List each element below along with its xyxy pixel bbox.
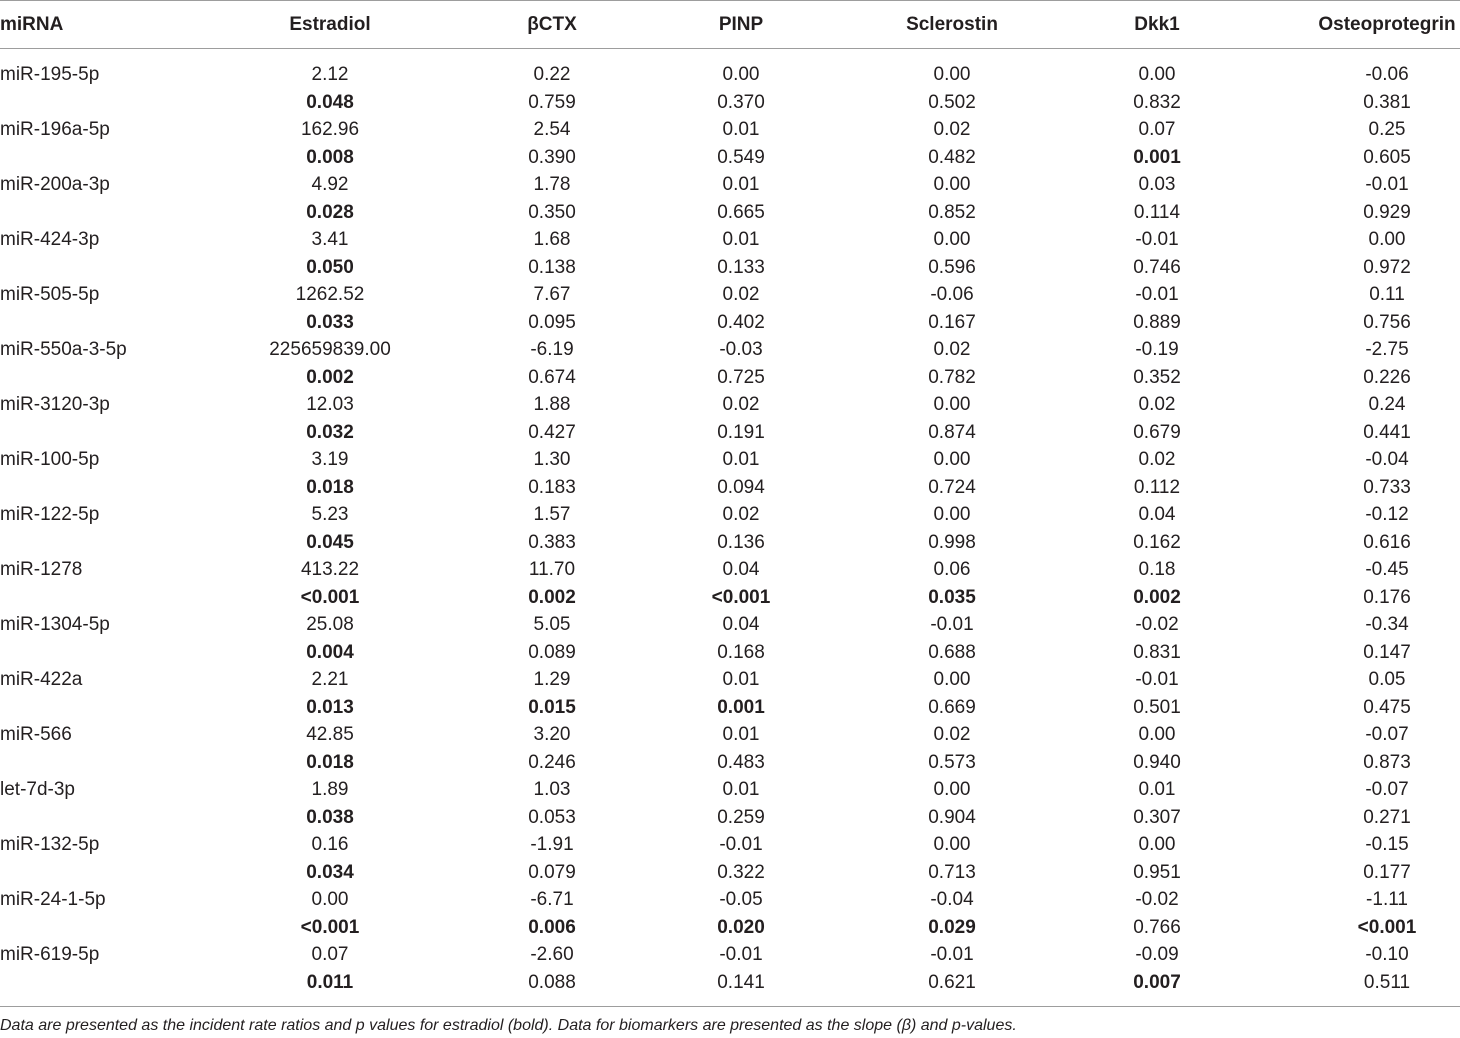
beta-value-cell: -0.01 [1135, 284, 1179, 305]
p-value-cell: 0.045 [306, 531, 354, 553]
beta-value-cell: 0.03 [1138, 174, 1176, 195]
beta-value-cell: 1262.52 [295, 284, 365, 305]
p-value-cell: 0.483 [717, 751, 765, 773]
beta-value-cell: 0.25 [1368, 119, 1406, 140]
beta-value-cell: 11.70 [528, 559, 576, 580]
p-value-cell: 0.724 [928, 476, 976, 498]
p-value-cell: 0.004 [306, 641, 354, 663]
p-value-cell: 0.427 [528, 421, 576, 443]
beta-value-cell: 0.05 [1368, 669, 1406, 690]
beta-value-cell: -0.01 [1135, 669, 1179, 690]
p-value-cell: 0.501 [1133, 696, 1181, 718]
p-value-cell: 0.018 [306, 751, 354, 773]
beta-value-cell: -0.19 [1135, 339, 1179, 360]
p-value-cell: 0.679 [1133, 421, 1181, 443]
p-value-cell: 0.168 [717, 641, 765, 663]
p-value-cell: 0.616 [1363, 531, 1411, 553]
column-header-estradiol: Estradiol [289, 14, 371, 35]
p-value-cell: 0.713 [928, 861, 976, 883]
beta-value-cell: -0.06 [1365, 64, 1409, 85]
p-value-cell: 0.756 [1363, 311, 1411, 333]
p-value-cell: 0.605 [1363, 146, 1411, 168]
beta-value-cell: 0.18 [1138, 559, 1176, 580]
p-value-cell: 0.035 [928, 586, 976, 608]
beta-value-cell: 0.00 [1368, 229, 1406, 250]
beta-value-cell: -0.09 [1135, 944, 1179, 965]
p-value-cell: 0.482 [928, 146, 976, 168]
beta-value-cell: 0.00 [933, 504, 971, 525]
beta-value-cell: -0.01 [930, 614, 974, 635]
beta-value-cell: -0.04 [930, 889, 974, 910]
beta-value-cell: 1.88 [533, 394, 571, 415]
beta-value-cell: 1.29 [533, 669, 571, 690]
beta-value-cell: -2.75 [1365, 339, 1409, 360]
beta-value-cell: -0.01 [930, 944, 974, 965]
beta-value-cell: 0.02 [1138, 449, 1176, 470]
p-value-cell: 0.029 [928, 916, 976, 938]
p-value-cell: 0.688 [928, 641, 976, 663]
beta-value-cell: 0.02 [933, 119, 971, 140]
p-value-cell: 0.007 [1133, 971, 1181, 993]
p-value-cell: 0.018 [306, 476, 354, 498]
beta-value-cell: 0.00 [933, 174, 971, 195]
p-value-cell: 0.383 [528, 531, 576, 553]
beta-value-cell: 1.57 [533, 504, 571, 525]
beta-value-cell: 0.24 [1368, 394, 1406, 415]
p-value-cell: 0.390 [528, 146, 576, 168]
p-value-cell: 0.402 [717, 311, 765, 333]
table-footnote: Data are presented as the incident rate ratios and p values for estradiol (bold). Data for biomarkers are presented as the slope (β) and p-values. [0, 1017, 1017, 1034]
row-label: miR-619-5p [0, 944, 100, 965]
p-value-cell: 0.028 [306, 201, 354, 223]
p-value-cell: 0.352 [1133, 366, 1181, 388]
beta-value-cell: 25.08 [306, 614, 354, 635]
beta-value-cell: -0.01 [1365, 174, 1409, 195]
column-header-sclerostin: Sclerostin [906, 14, 998, 35]
beta-value-cell: 0.07 [1138, 119, 1176, 140]
beta-value-cell: 0.02 [933, 724, 971, 745]
beta-value-cell: 0.00 [933, 449, 971, 470]
p-value-cell: 0.191 [717, 421, 765, 443]
p-value-cell: 0.502 [928, 91, 976, 113]
p-value-cell: 0.475 [1363, 696, 1411, 718]
p-value-cell: 0.766 [1133, 916, 1181, 938]
beta-value-cell: 2.21 [311, 669, 349, 690]
p-value-cell: 0.725 [717, 366, 765, 388]
beta-value-cell: 0.04 [722, 614, 760, 635]
p-value-cell: 0.008 [306, 146, 354, 168]
beta-value-cell: 0.00 [311, 889, 349, 910]
p-value-cell: 0.322 [717, 861, 765, 883]
p-value-cell: 0.112 [1133, 476, 1181, 498]
p-value-cell: 0.621 [928, 971, 976, 993]
p-value-cell: 0.079 [528, 861, 576, 883]
beta-value-cell: 5.05 [533, 614, 571, 635]
beta-value-cell: 162.96 [300, 119, 360, 140]
p-value-cell: 0.011 [306, 971, 354, 993]
beta-value-cell: -0.02 [1135, 614, 1179, 635]
beta-value-cell: 1.03 [533, 779, 571, 800]
p-value-cell: <0.001 [300, 916, 360, 938]
p-value-cell: 0.782 [928, 366, 976, 388]
p-value-cell: 0.002 [1133, 586, 1181, 608]
beta-value-cell: -0.06 [930, 284, 974, 305]
beta-value-cell: 0.02 [1138, 394, 1176, 415]
p-value-cell: 0.088 [528, 971, 576, 993]
p-value-cell: 0.951 [1133, 861, 1181, 883]
beta-value-cell: 0.00 [933, 394, 971, 415]
p-value-cell: 0.226 [1363, 366, 1411, 388]
p-value-cell: 0.006 [528, 916, 576, 938]
beta-value-cell: 0.01 [722, 669, 760, 690]
p-value-cell: 0.441 [1363, 421, 1411, 443]
table-bottom-rule [0, 1006, 1460, 1007]
beta-value-cell: 0.00 [1138, 834, 1176, 855]
beta-value-cell: -6.19 [530, 339, 574, 360]
beta-value-cell: 0.16 [311, 834, 349, 855]
p-value-cell: 0.832 [1133, 91, 1181, 113]
p-value-cell: 0.998 [928, 531, 976, 553]
p-value-cell: 0.094 [717, 476, 765, 498]
beta-value-cell: 3.41 [311, 229, 349, 250]
row-label: miR-550a-3-5p [0, 339, 127, 360]
p-value-cell: 0.904 [928, 806, 976, 828]
beta-value-cell: -0.15 [1365, 834, 1409, 855]
beta-value-cell: 0.01 [722, 724, 760, 745]
p-value-cell: 0.013 [306, 696, 354, 718]
p-value-cell: 0.733 [1363, 476, 1411, 498]
p-value-cell: 0.370 [717, 91, 765, 113]
p-value-cell: 0.015 [528, 696, 576, 718]
row-label: miR-424-3p [0, 229, 100, 250]
p-value-cell: 0.167 [928, 311, 976, 333]
beta-value-cell: 0.02 [722, 504, 760, 525]
row-label: miR-1278 [0, 559, 83, 580]
row-label: miR-122-5p [0, 504, 100, 525]
p-value-cell: 0.746 [1133, 256, 1181, 278]
p-value-cell: 0.176 [1363, 586, 1411, 608]
beta-value-cell: 0.04 [1138, 504, 1176, 525]
row-label: miR-505-5p [0, 284, 100, 305]
column-header-ctx: βCTX [527, 14, 577, 35]
p-value-cell: 0.033 [306, 311, 354, 333]
p-value-cell: 0.133 [717, 256, 765, 278]
beta-value-cell: 413.22 [300, 559, 360, 580]
beta-value-cell: 12.03 [306, 394, 354, 415]
beta-value-cell: 2.12 [311, 64, 349, 85]
column-header-dkk1: Dkk1 [1134, 14, 1180, 35]
p-value-cell: 0.114 [1133, 201, 1181, 223]
beta-value-cell: 0.22 [533, 64, 571, 85]
beta-value-cell: 0.00 [1138, 724, 1176, 745]
p-value-cell: 0.972 [1363, 256, 1411, 278]
p-value-cell: 0.259 [717, 806, 765, 828]
beta-value-cell: -2.60 [530, 944, 574, 965]
beta-value-cell: -0.05 [719, 889, 763, 910]
p-value-cell: <0.001 [300, 586, 360, 608]
beta-value-cell: 0.00 [933, 64, 971, 85]
row-label: miR-24-1-5p [0, 889, 106, 910]
p-value-cell: 0.162 [1133, 531, 1181, 553]
p-value-cell: 0.050 [306, 256, 354, 278]
beta-value-cell: 0.00 [933, 229, 971, 250]
beta-value-cell: -0.01 [719, 944, 763, 965]
p-value-cell: 0.048 [306, 91, 354, 113]
beta-value-cell: 0.11 [1369, 284, 1405, 305]
row-label: miR-566 [0, 724, 72, 745]
beta-value-cell: 0.06 [933, 559, 971, 580]
p-value-cell: 0.183 [528, 476, 576, 498]
row-label: miR-422a [0, 669, 83, 690]
p-value-cell: 0.381 [1363, 91, 1411, 113]
p-value-cell: 0.032 [306, 421, 354, 443]
beta-value-cell: 1.89 [311, 779, 349, 800]
beta-value-cell: 1.78 [533, 174, 571, 195]
p-value-cell: 0.136 [717, 531, 765, 553]
p-value-cell: 0.034 [306, 861, 354, 883]
row-label: miR-132-5p [0, 834, 100, 855]
beta-value-cell: 0.01 [722, 174, 760, 195]
beta-value-cell: -0.34 [1365, 614, 1409, 635]
column-header-osteoprotegrin: Osteoprotegrin [1318, 14, 1456, 35]
beta-value-cell: -0.12 [1365, 504, 1409, 525]
beta-value-cell: 0.02 [933, 339, 971, 360]
p-value-cell: 0.831 [1133, 641, 1181, 663]
beta-value-cell: -0.03 [719, 339, 763, 360]
beta-value-cell: 42.85 [306, 724, 354, 745]
beta-value-cell: 0.02 [722, 394, 760, 415]
p-value-cell: 0.002 [306, 366, 354, 388]
p-value-cell: 0.929 [1363, 201, 1411, 223]
beta-value-cell: 0.00 [933, 779, 971, 800]
beta-value-cell: 1.68 [533, 229, 571, 250]
beta-value-cell: -0.01 [1135, 229, 1179, 250]
beta-value-cell: 3.20 [533, 724, 571, 745]
p-value-cell: 0.350 [528, 201, 576, 223]
table-top-rule [0, 0, 1460, 1]
column-header-mirna: miRNA [0, 14, 64, 35]
beta-value-cell: 0.01 [722, 229, 760, 250]
column-header-pinp: PINP [718, 14, 764, 35]
beta-value-cell: 0.00 [933, 834, 971, 855]
beta-value-cell: 2.54 [533, 119, 571, 140]
beta-value-cell: -0.07 [1365, 779, 1409, 800]
p-value-cell: 0.053 [528, 806, 576, 828]
p-value-cell: 0.511 [1363, 971, 1411, 993]
p-value-cell: 0.874 [928, 421, 976, 443]
row-label: miR-1304-5p [0, 614, 110, 635]
beta-value-cell: 0.00 [1138, 64, 1176, 85]
p-value-cell: 0.852 [928, 201, 976, 223]
beta-value-cell: -1.11 [1366, 889, 1408, 910]
p-value-cell: 0.020 [717, 916, 765, 938]
beta-value-cell: 0.01 [722, 449, 760, 470]
p-value-cell: 0.038 [306, 806, 354, 828]
p-value-cell: 0.002 [528, 586, 576, 608]
row-label: miR-200a-3p [0, 174, 110, 195]
beta-value-cell: 0.01 [722, 119, 760, 140]
beta-value-cell: 4.92 [311, 174, 349, 195]
beta-value-cell: 0.00 [722, 64, 760, 85]
p-value-cell: 0.141 [717, 971, 765, 993]
p-value-cell: 0.549 [717, 146, 765, 168]
beta-value-cell: 3.19 [311, 449, 349, 470]
p-value-cell: 0.138 [528, 256, 576, 278]
beta-value-cell: 0.07 [311, 944, 349, 965]
beta-value-cell: -0.04 [1365, 449, 1409, 470]
beta-value-cell: -0.01 [719, 834, 763, 855]
p-value-cell: 0.177 [1363, 861, 1411, 883]
row-label: miR-195-5p [0, 64, 100, 85]
row-label: let-7d-3p [0, 779, 75, 800]
beta-value-cell: 0.00 [933, 669, 971, 690]
p-value-cell: 0.095 [528, 311, 576, 333]
p-value-cell: 0.669 [928, 696, 976, 718]
p-value-cell: 0.665 [717, 201, 765, 223]
beta-value-cell: -0.02 [1135, 889, 1179, 910]
p-value-cell: 0.940 [1133, 751, 1181, 773]
p-value-cell: <0.001 [1357, 916, 1417, 938]
beta-value-cell: -0.45 [1365, 559, 1409, 580]
header-separator-rule [0, 48, 1460, 49]
beta-value-cell: 5.23 [311, 504, 349, 525]
beta-value-cell: -6.71 [530, 889, 574, 910]
beta-value-cell: 1.30 [533, 449, 571, 470]
p-value-cell: 0.089 [528, 641, 576, 663]
beta-value-cell: -0.10 [1365, 944, 1409, 965]
beta-value-cell: -1.91 [530, 834, 574, 855]
beta-value-cell: 7.67 [533, 284, 571, 305]
beta-value-cell: 225659839.00 [269, 339, 391, 360]
p-value-cell: 0.147 [1363, 641, 1411, 663]
beta-value-cell: 0.02 [722, 284, 760, 305]
p-value-cell: 0.001 [1133, 146, 1181, 168]
p-value-cell: 0.001 [717, 696, 765, 718]
beta-value-cell: 0.01 [1138, 779, 1176, 800]
p-value-cell: 0.873 [1363, 751, 1411, 773]
row-label: miR-3120-3p [0, 394, 110, 415]
beta-value-cell: 0.01 [722, 779, 760, 800]
p-value-cell: <0.001 [711, 586, 771, 608]
p-value-cell: 0.759 [528, 91, 576, 113]
row-label: miR-196a-5p [0, 119, 110, 140]
p-value-cell: 0.307 [1133, 806, 1181, 828]
p-value-cell: 0.573 [928, 751, 976, 773]
p-value-cell: 0.246 [528, 751, 576, 773]
p-value-cell: 0.271 [1363, 806, 1411, 828]
beta-value-cell: 0.04 [722, 559, 760, 580]
p-value-cell: 0.889 [1133, 311, 1181, 333]
beta-value-cell: -0.07 [1365, 724, 1409, 745]
p-value-cell: 0.596 [928, 256, 976, 278]
p-value-cell: 0.674 [528, 366, 576, 388]
row-label: miR-100-5p [0, 449, 100, 470]
